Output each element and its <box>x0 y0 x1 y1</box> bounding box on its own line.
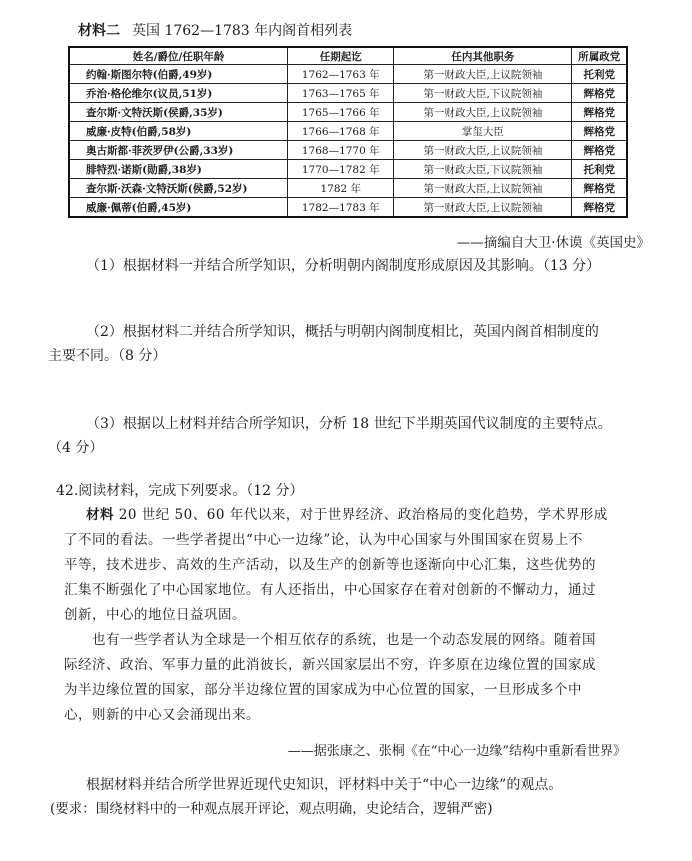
table-cell: 1768—1770 年 <box>288 141 394 160</box>
table-cell: 第一财政大臣,下议院领袖 <box>394 160 572 179</box>
material-line: 了不同的看法。一些学者提出“中心一边缘”论，认为中心国家与外围国家在贸易上不 <box>64 532 583 548</box>
material-text: 20 世纪 50、60 年代以来，对于世界经济、政治格局的变化趋势，学术界形成 <box>114 507 608 523</box>
table-cell: 1770—1782 年 <box>288 160 394 179</box>
table-cell: 1782—1783 年 <box>288 198 394 218</box>
task-line-2: (要求：围绕材料中的一种观点展开评论，观点明确，史论结合，逻辑严密) <box>50 801 493 817</box>
table-cell: 第一财政大臣,上议院领袖 <box>394 141 572 160</box>
table-cell: 腓特烈·诺斯(勋爵,38岁) <box>69 160 288 179</box>
table-header: 所属政党 <box>572 47 627 65</box>
table-source: ——摘编自大卫·休谟《英国史》 <box>456 235 650 251</box>
question-3-line-1: （3）根据以上材料并结合所学知识，分析 18 世纪下半期英国代议制度的主要特点。 <box>86 416 612 432</box>
material-source: ——据张康之、张桐《在“中心一边缘”结构中重新看世界》 <box>287 744 626 759</box>
question-42-title: 42.阅读材料，完成下列要求。（12 分） <box>56 483 304 499</box>
table-row <box>69 198 627 218</box>
task-line-1: 根据材料并结合所学世界近现代史知识，评材料中关于“中心一边缘”的观点。 <box>86 777 563 793</box>
table-cell: 第一财政大臣,上议院领袖 <box>394 65 572 84</box>
table-cell: 辉格党 <box>572 179 627 198</box>
question-2 <box>48 320 648 368</box>
table-cell: 约翰·斯图尔特(伯爵,49岁) <box>69 65 288 84</box>
table-cell: 威廉·佩蒂(伯爵,45岁) <box>69 198 288 218</box>
question-3 <box>48 412 648 460</box>
table-row <box>69 103 627 122</box>
table-cell: 辉格党 <box>572 122 627 141</box>
table-header-row <box>69 47 627 65</box>
table-row <box>69 141 627 160</box>
material2-label: 材料二 <box>78 23 120 39</box>
question-1: （1）根据材料一并结合所学知识，分析明朝内阁制度形成原因及其影响。（13 分） <box>86 258 601 274</box>
material-line: 创新，中心的地位日益巩固。 <box>64 607 246 623</box>
material-line: 平等，技术进步、高效的生产活动，以及生产的创新等也逐渐向中心汇集，这些优势的 <box>64 557 596 573</box>
table-cell: 第一财政大臣,上议院领袖 <box>394 103 572 122</box>
table-cell: 威廉·皮特(伯爵,58岁) <box>69 122 288 141</box>
table-cell: 第一财政大臣,下议院领袖 <box>394 84 572 103</box>
table-cell: 奥古斯都·菲茨罗伊(公爵,33岁) <box>69 141 288 160</box>
table-cell: 乔治·格伦维尔(议员,51岁) <box>69 84 288 103</box>
question-3-line-2: （4 分） <box>48 440 104 456</box>
table-cell: 第一财政大臣,上议院领袖 <box>394 198 572 218</box>
table-cell: 辉格党 <box>572 141 627 160</box>
prime-minister-table <box>68 46 628 218</box>
material-line: 心，则新的中心又会涌现出来。 <box>64 707 260 723</box>
material-line: 为半边缘位置的国家，部分半边缘位置的国家成为中心位置的国家，一旦形成多个中 <box>64 682 582 698</box>
table-cell: 1782 年 <box>288 179 394 198</box>
material-line: 汇集不断强化了中心国家地位。有人还指出，中心国家存在着对创新的不懈动力，通过 <box>64 582 596 598</box>
material-label: 材料 <box>86 507 114 523</box>
table-cell: 辉格党 <box>572 84 627 103</box>
question-2-line-1: （2）根据材料二并结合所学知识，概括与明朝内阁制度相比，英国内阁首相制度的 <box>86 324 599 340</box>
table-cell: 查尔斯·沃森·文特沃斯(侯爵,52岁) <box>69 179 288 198</box>
table-header: 姓名/爵位/任职年龄 <box>69 47 288 65</box>
table-cell: 1765—1766 年 <box>288 103 394 122</box>
table-row <box>69 160 627 179</box>
question-2-line-2: 主要不同。（8 分） <box>48 348 167 364</box>
material2-title: 英国 1762—1783 年内阁首相列表 <box>132 23 353 39</box>
table-cell: 第一财政大臣,上议院领袖 <box>394 179 572 198</box>
table-row <box>69 84 627 103</box>
table-cell: 1762—1763 年 <box>288 65 394 84</box>
table-row <box>69 179 627 198</box>
table-cell: 1763—1765 年 <box>288 84 394 103</box>
table-header: 任内其他职务 <box>394 47 572 65</box>
material-passage <box>64 503 626 728</box>
material2-heading <box>78 20 352 40</box>
table-cell: 1766—1768 年 <box>288 122 394 141</box>
table-cell: 掌玺大臣 <box>394 122 572 141</box>
table-cell: 辉格党 <box>572 103 627 122</box>
material-line: 际经济、政治、军事力量的此消彼长，新兴国家层出不穷，许多原在边缘位置的国家成 <box>64 657 596 673</box>
table-cell: 辉格党 <box>572 198 627 218</box>
table-header: 任期起讫 <box>288 47 394 65</box>
table-cell: 托利党 <box>572 160 627 179</box>
table-row <box>69 122 627 141</box>
material-line <box>86 503 626 528</box>
table-row <box>69 65 627 84</box>
table-cell: 托利党 <box>572 65 627 84</box>
table-cell: 查尔斯·文特沃斯(侯爵,35岁) <box>69 103 288 122</box>
material-line: 也有一些学者认为全球是一个相互依存的系统，也是一个动态发展的网络。随着国 <box>64 632 596 648</box>
